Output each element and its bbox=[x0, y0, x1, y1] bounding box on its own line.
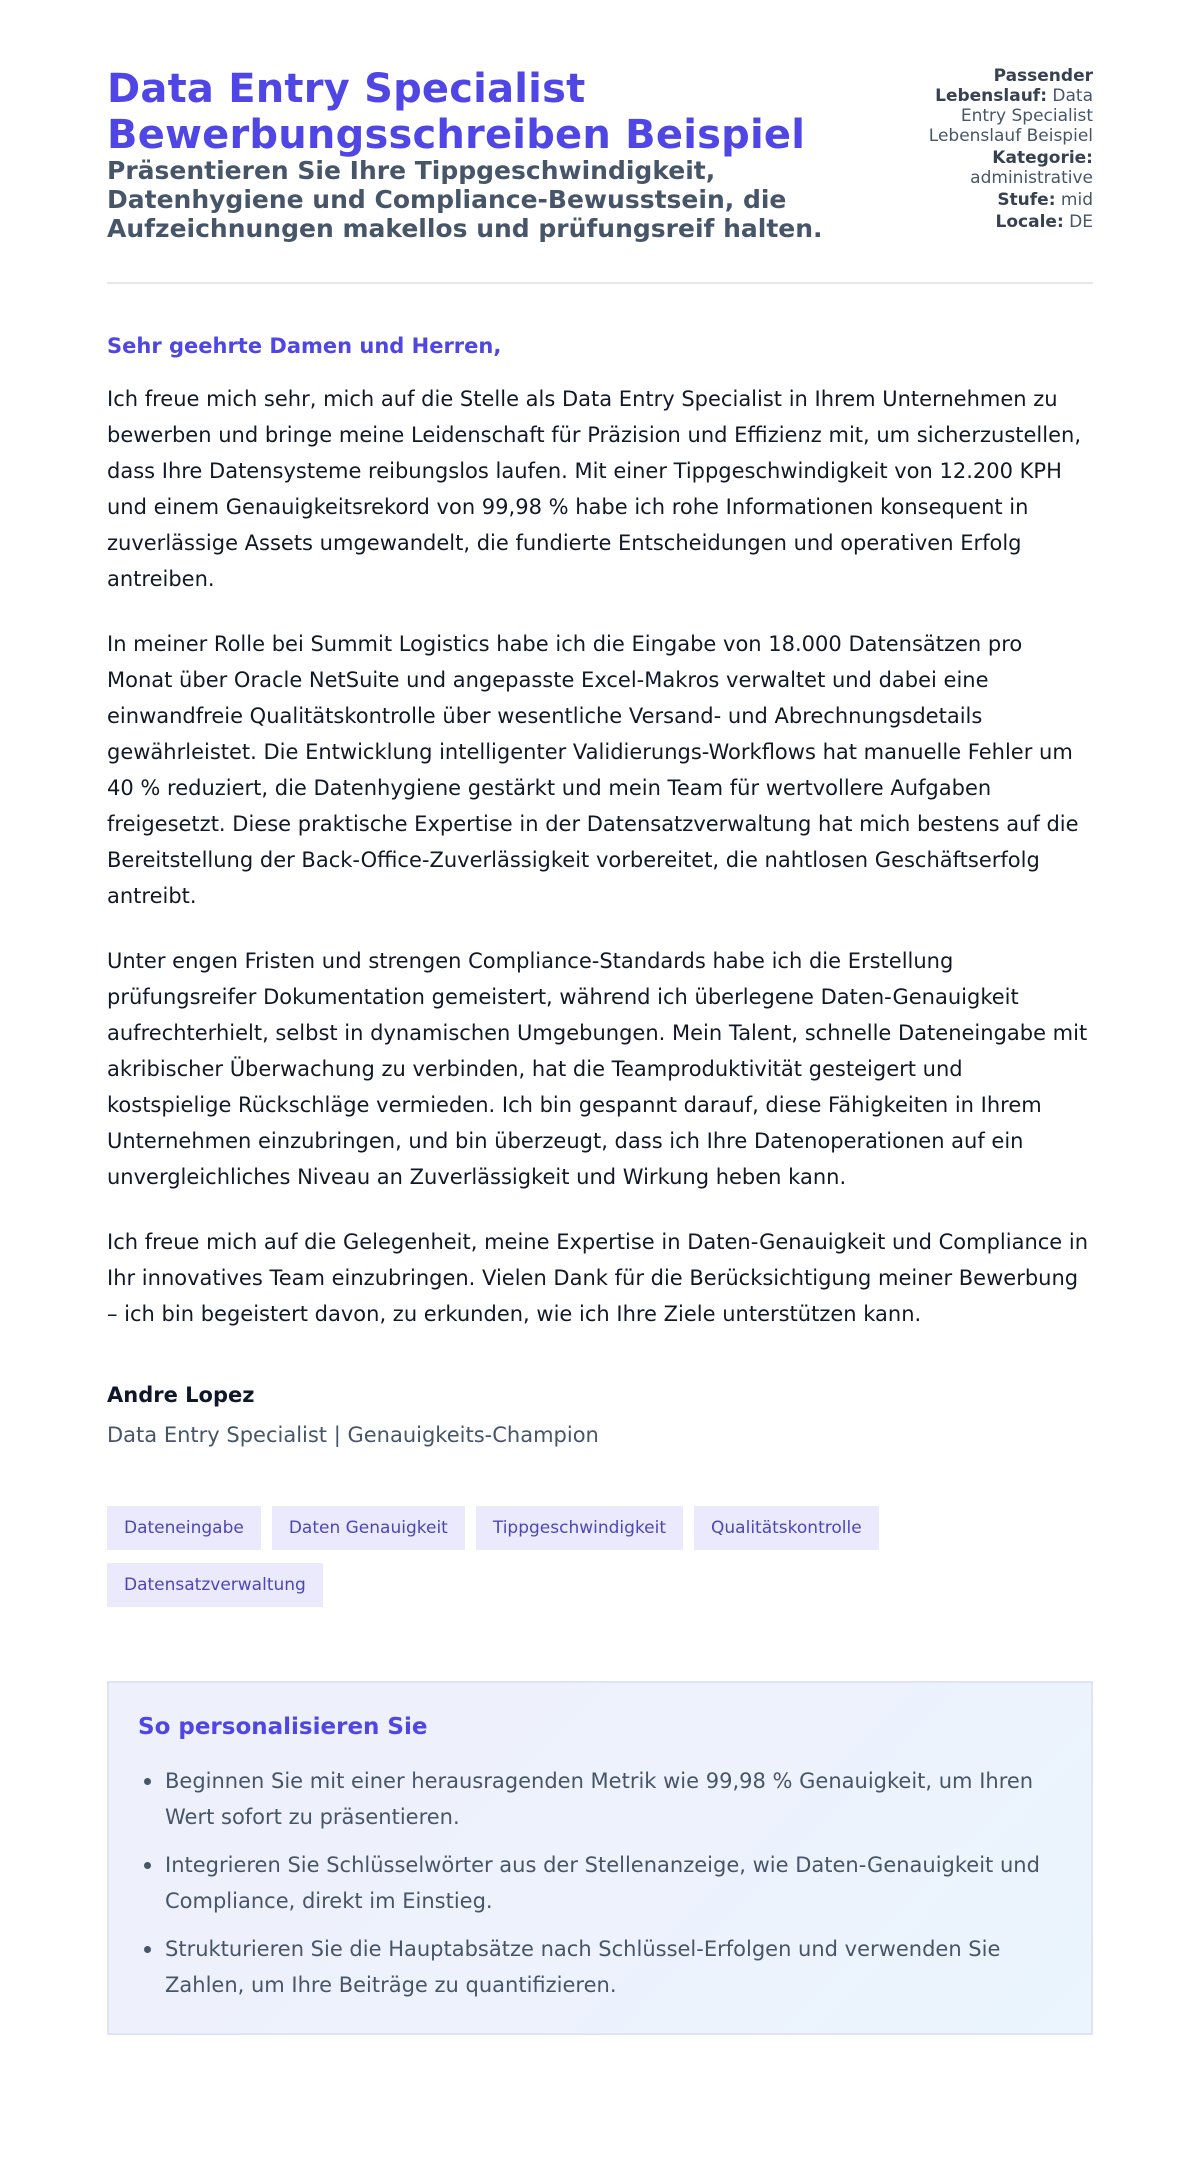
signature-name: Andre Lopez bbox=[107, 1383, 255, 1407]
tip-text: Beginnen Sie mit einer herausragenden Metrik wie 99,98 % Genauigkeit, um Ihren Wert sofort zu präsentieren. bbox=[165, 1769, 1034, 1829]
meta-category-label: Kategorie: bbox=[992, 148, 1093, 168]
meta-resume bbox=[893, 66, 1093, 146]
meta-category-value: administrative bbox=[970, 168, 1093, 188]
tip-item bbox=[138, 1847, 1062, 1919]
paragraph: Unter engen Fristen und strengen Compliance-Standards habe ich die Erstellung prüfungsreifer Dokumentation gemeistert, während ich überlegene Daten-Genauigkeit aufrechterhielt, selbst in dynamischen Umgebungen. Mein Talent, schnelle Dateneingabe mit akribischer Überwachung zu verbinden, hat die Teamproduktivität gesteigert und kostspielige Rückschläge vermieden. Ich bin gespannt darauf, diese Fähigkeiten in Ihrem Unternehmen einzubringen, und bin überzeugt, dass ich Ihre Datenoperationen auf ein unvergleichliches Niveau an Zuverlässigkeit und Wirkung heben kann. bbox=[107, 949, 1088, 1189]
meta-locale-value: DE bbox=[1069, 212, 1093, 232]
tag-tippgeschwindigkeit[interactable]: Tippgeschwindigkeit bbox=[476, 1506, 683, 1550]
tips-title: So personalisieren Sie bbox=[138, 1714, 428, 1740]
meta-resume-label: Passender Lebenslauf: bbox=[935, 66, 1093, 106]
salutation: Sehr geehrte Damen und Herren, bbox=[107, 334, 502, 358]
paragraph: In meiner Rolle bei Summit Logistics habe ich die Eingabe von 18.000 Datensätzen pro Monat über Oracle NetSuite und angepasste Excel-Makros verwaltet und dabei eine einwandfreie Qualitätskontrolle über wesentliche Versand- und Abrechnungsdetails gewährleistet. Die Entwicklung intelligenter Validierungs-Workflows hat manuelle Fehler um 40 % reduziert, die Datenhygiene gestärkt und mein Team für wertvollere Aufgaben freigesetzt. Diese praktische Expertise in der Datensatzverwaltung hat mich bestens auf die Bereitstellung der Back-Office-Zuverlässigkeit vorbereitet, die nahtlosen Geschäftserfolg antreibt. bbox=[107, 632, 1079, 908]
tag-dateneingabe[interactable]: Dateneingabe bbox=[107, 1506, 261, 1550]
meta-locale-label: Locale: bbox=[995, 212, 1064, 232]
tip-text: Strukturieren Sie die Hauptabsätze nach Schlüssel-Erfolgen und verwenden Sie Zahlen, um Ihre Beiträge zu quantifizieren. bbox=[165, 1937, 1001, 1997]
meta-level-label: Stufe: bbox=[997, 190, 1056, 210]
meta-resume-value: Data Entry Specialist Lebenslauf Beispiel bbox=[928, 86, 1093, 146]
tip-item bbox=[138, 1763, 1062, 1835]
bullet-icon bbox=[144, 1946, 151, 1953]
page-subtitle: Präsentieren Sie Ihre Tippgeschwindigkeit, Datenhygiene und Compliance-Bewusstsein, die Aufzeichnungen makellos und prüfungsreif halten. bbox=[107, 156, 823, 243]
letter-paragraphs bbox=[107, 381, 1093, 1332]
tag-datensatzverwaltung[interactable]: Datensatzverwaltung bbox=[107, 1563, 323, 1607]
keyword-tags bbox=[107, 1506, 907, 1607]
tip-text: Integrieren Sie Schlüsselwörter aus der Stellenanzeige, wie Daten-Genauigkeit und Compliance, direkt im Einstieg. bbox=[165, 1853, 1040, 1913]
tag-daten-genauigkeit[interactable]: Daten Genauigkeit bbox=[272, 1506, 465, 1550]
signature-title: Data Entry Specialist | Genauigkeits-Champion bbox=[107, 1423, 599, 1447]
personalization-tips-box bbox=[107, 1681, 1093, 2035]
meta-panel bbox=[893, 66, 1093, 234]
tip-item bbox=[138, 1931, 1062, 2003]
meta-level bbox=[893, 190, 1093, 210]
bullet-icon bbox=[144, 1778, 151, 1785]
meta-category bbox=[893, 148, 1093, 188]
page-header bbox=[107, 0, 1093, 284]
cover-letter-page bbox=[107, 0, 1093, 2035]
paragraph: Ich freue mich sehr, mich auf die Stelle als Data Entry Specialist in Ihrem Unternehmen zu bewerben und bringe meine Leidenschaft für Präzision und Effizienz mit, um sicherzustellen, dass Ihre Datensysteme reibungslos laufen. Mit einer Tippgeschwindigkeit von 12.200 KPH und einem Genauigkeitsrekord von 99,98 % habe ich rohe Informationen konsequent in zuverlässige Assets umgewandelt, die fundierte Entscheidungen und operativen Erfolg antreiben. bbox=[107, 387, 1081, 591]
signature-block bbox=[107, 1382, 1093, 1448]
bullet-icon bbox=[144, 1862, 151, 1869]
paragraph: Ich freue mich auf die Gelegenheit, meine Expertise in Daten-Genauigkeit und Compliance in Ihr innovatives Team einzubringen. Vielen Dank für die Berücksichtigung meiner Bewerbung – ich bin begeistert davon, zu erkunden, wie ich Ihre Ziele unterstützen kann. bbox=[107, 1230, 1089, 1326]
tips-list bbox=[138, 1763, 1062, 2003]
tag-qualitaetskontrolle[interactable]: Qualitätskontrolle bbox=[694, 1506, 879, 1550]
letter-body bbox=[107, 333, 1093, 1448]
meta-level-value: mid bbox=[1060, 190, 1093, 210]
meta-locale bbox=[893, 212, 1093, 232]
page-title: Data Entry Specialist Bewerbungsschreiben Beispiel bbox=[107, 66, 806, 158]
